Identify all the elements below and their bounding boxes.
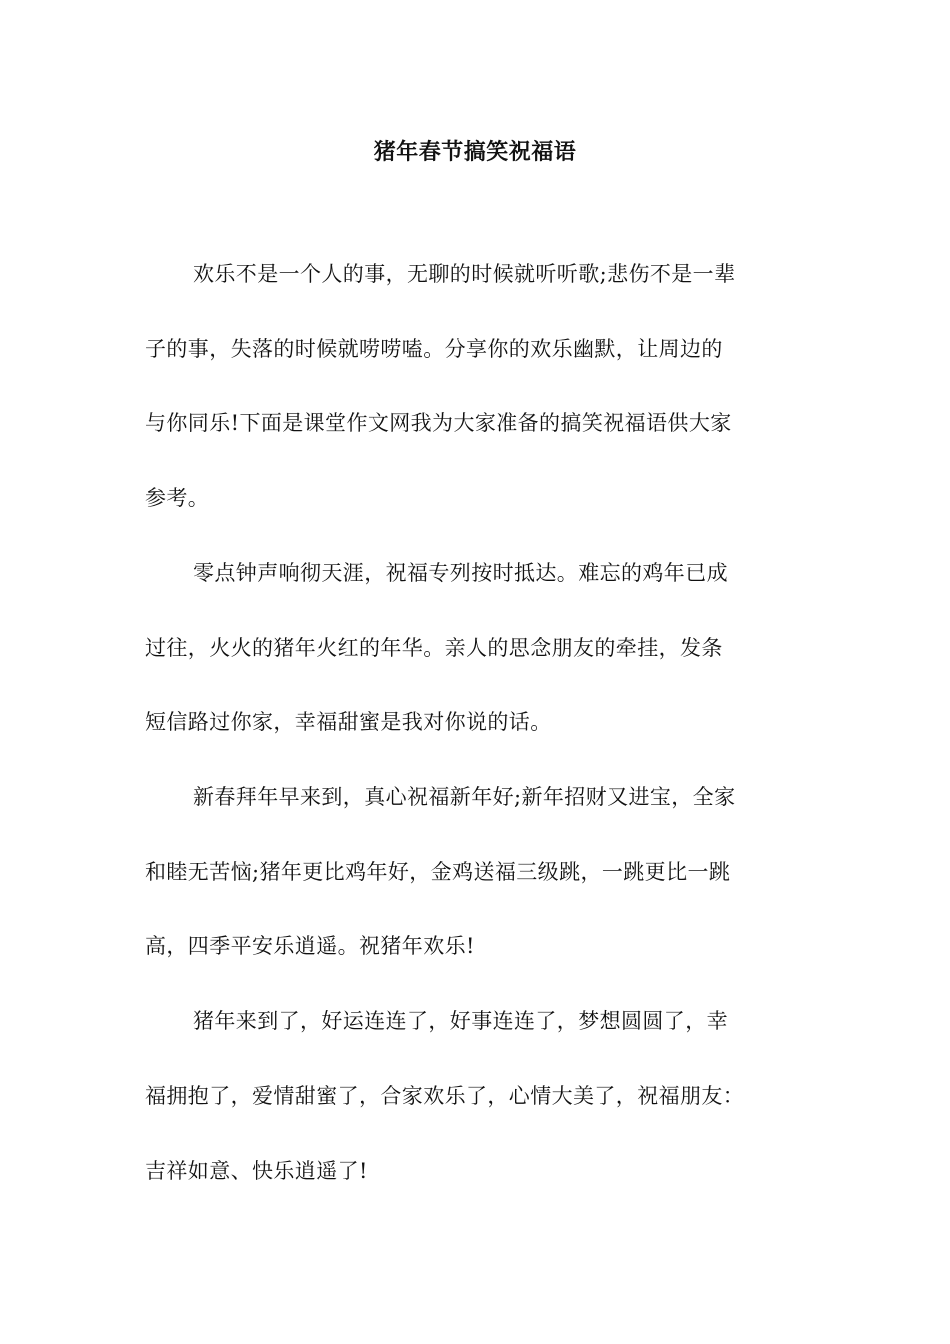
paragraph-3-line-2: 和睦无苦恼;猪年更比鸡年好，金鸡送福三级跳，一跳更比一跳 bbox=[145, 860, 731, 884]
paragraph-2-line-2: 过往，火火的猪年火红的年华。亲人的思念朋友的牵挂，发条 bbox=[145, 636, 723, 660]
paragraph-3-line-3: 高，四季平安乐逍遥。祝猪年欢乐! bbox=[145, 934, 475, 958]
document-title: 猪年春节搞笑祝福语 bbox=[373, 139, 577, 165]
paragraph-1-line-1: 欢乐不是一个人的事，无聊的时候就听听歌;悲伤不是一辈 bbox=[193, 262, 736, 286]
paragraph-1-line-3: 与你同乐!下面是课堂作文网我为大家准备的搞笑祝福语供大家 bbox=[145, 411, 732, 435]
paragraph-2-line-3: 短信路过你家，幸福甜蜜是我对你说的话。 bbox=[145, 710, 552, 734]
paragraph-4-line-1: 猪年来到了，好运连连了，好事连连了，梦想圆圆了，幸 bbox=[193, 1009, 728, 1033]
paragraph-3-line-1: 新春拜年早来到，真心祝福新年好;新年招财又进宝，全家 bbox=[193, 785, 736, 809]
paragraph-4-line-3: 吉祥如意、快乐逍遥了! bbox=[145, 1159, 368, 1183]
paragraph-1-line-4: 参考。 bbox=[145, 486, 210, 510]
paragraph-4-line-2: 福拥抱了，爱情甜蜜了，合家欢乐了，心情大美了，祝福朋友： bbox=[145, 1084, 745, 1108]
paragraph-2-line-1: 零点钟声响彻天涯，祝福专列按时抵达。难忘的鸡年已成 bbox=[193, 561, 728, 585]
paragraph-1-line-2: 子的事，失落的时候就唠唠嗑。分享你的欢乐幽默，让周边的 bbox=[145, 337, 723, 361]
